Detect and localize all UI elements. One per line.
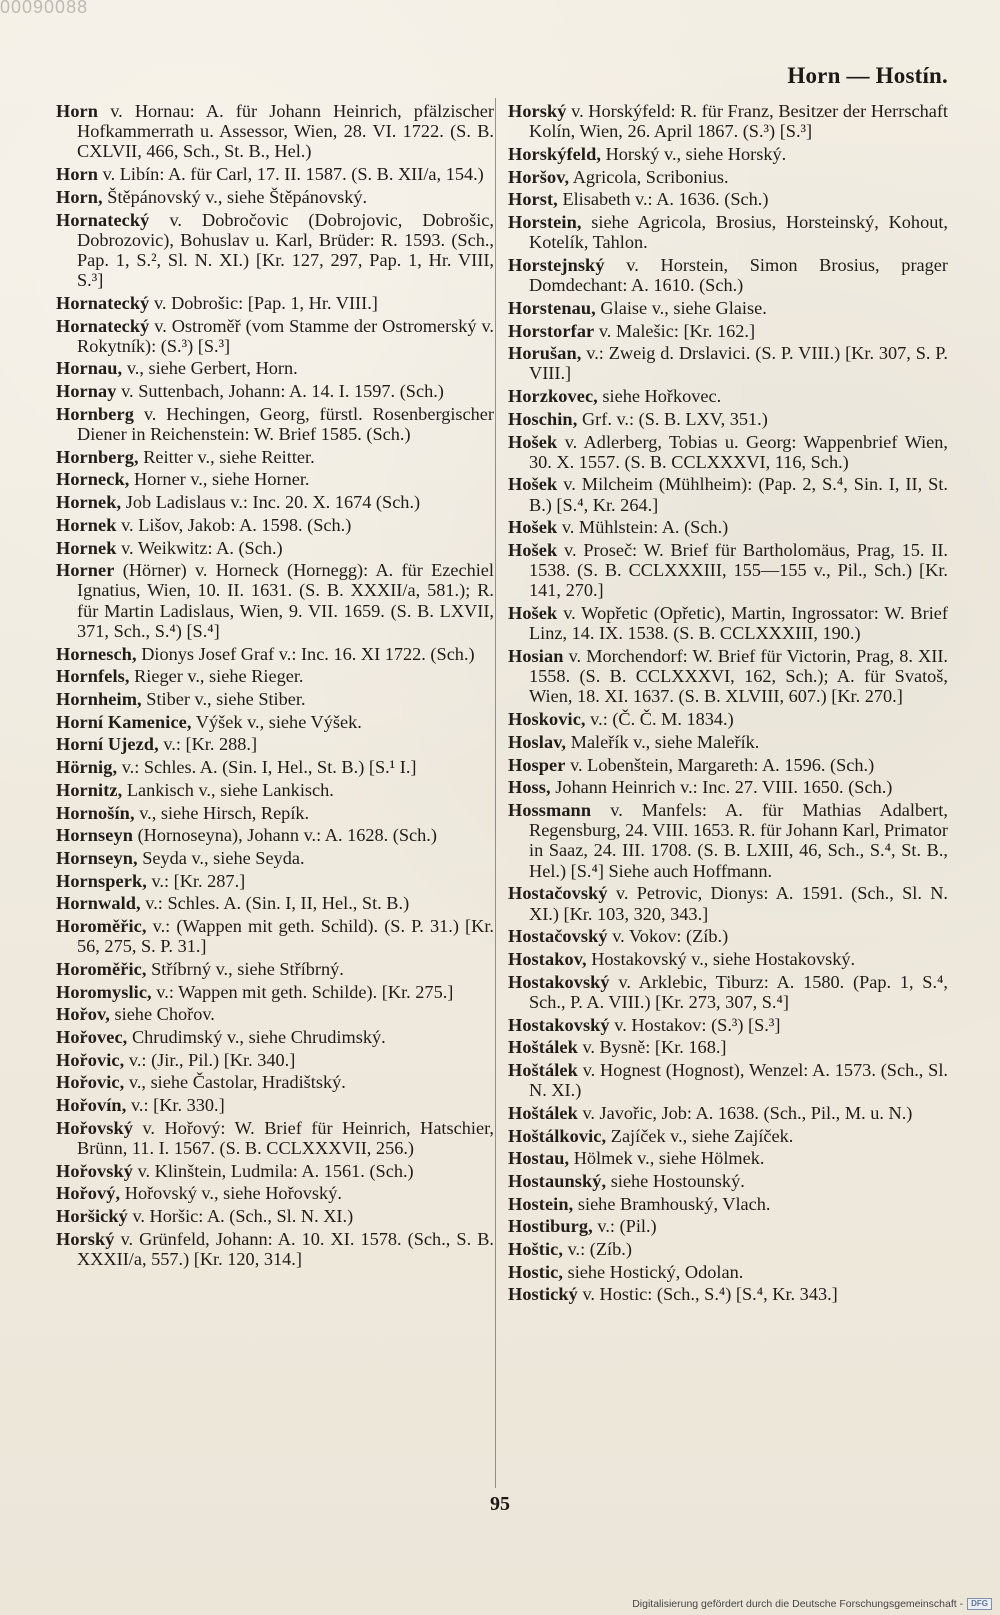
entry-text: v.: (Č. Č. M. 1834.) xyxy=(590,709,734,730)
entry-head: Hořovec, xyxy=(56,1027,128,1048)
entry xyxy=(56,469,494,489)
entry-head: Horneck, xyxy=(56,469,130,490)
entry-text: v. Adlerberg, Tobias u. Georg: Wappenbrief Wien, 30. X. 1557. (S. B. CCLXXXVI, 116, Sch.) xyxy=(529,431,949,472)
entry xyxy=(56,1095,494,1115)
entry-head: Hoštálek xyxy=(508,1059,578,1080)
entry-head: Horšov, xyxy=(508,166,570,187)
entry-head: Horský xyxy=(508,101,567,121)
entry xyxy=(56,1027,494,1047)
entry-text: v. Hořový: W. Brief für Heinrich, Hatschier, Brünn, 11. I. 1567. (S. B. CCLXXXVII, 256.) xyxy=(77,1117,494,1159)
entry-head: Hostický xyxy=(508,1284,578,1305)
entry-text: Johann Heinrich v.: Inc. 27. VIII. 1650. (Sch.) xyxy=(555,777,893,798)
entry-text: Glaise v., siehe Glaise. xyxy=(600,297,767,318)
column-divider xyxy=(495,98,496,1488)
entry-head: Hornseyn xyxy=(56,825,133,846)
entry xyxy=(508,386,948,406)
entry xyxy=(508,1216,948,1236)
entry-head: Hořovín, xyxy=(56,1095,127,1116)
entry-text: v. Weikwitz: A. (Sch.) xyxy=(121,537,283,558)
entry xyxy=(508,212,948,252)
entry-text: (Hörner) v. Horneck (Hornegg): A. für Ezechiel Ignatius, Wien, 10. II. 1631. (S. B. XXXII/a, 581.); R. für Martin Ladislaus, Wien, 9. VII. 1659. (S. B. LXVII, 371, Sch., S.⁴) [S.⁴] xyxy=(77,560,495,641)
entry-text: v. Hostakov: (S.³) [S.³] xyxy=(614,1014,781,1035)
entry-text: siehe Agricola, Brosius, Horsteinský, Kohout, Kotelík, Tahlon. xyxy=(529,212,949,253)
entry-head: Hostakovský xyxy=(508,1014,610,1035)
entry-text: siehe Hostounský. xyxy=(610,1170,745,1191)
entry xyxy=(56,712,494,732)
entry-text: v. Petrovic, Dionys: A. 1591. (Sch., Sl. N. XI.) [Kr. 103, 320, 343.] xyxy=(529,883,948,924)
entry-head: Horšický xyxy=(56,1206,128,1227)
entry-head: Hornatecký xyxy=(56,209,150,230)
entry-text: Dionys Josef Graf v.: Inc. 16. XI 1722. (Sch.) xyxy=(141,643,475,664)
entry-head: Hornsperk, xyxy=(56,870,147,891)
entry-head: Hořovský xyxy=(56,1160,133,1181)
entry-head: Hornek, xyxy=(56,492,122,513)
entry-text: v. Morchendorf: W. Brief für Victorin, Prag, 8. XII. 1558. (S. B. CCLXXXVI, 162, Sch.); A. für Svatoš, Wien, 18. XI. 1637. (S. B. XLVIII, 607.) [Kr. 270.] xyxy=(529,646,948,707)
entry xyxy=(508,1262,948,1282)
entry-head: Hornatecký xyxy=(56,292,150,313)
entry xyxy=(56,1004,494,1024)
entry-text: Seyda v., siehe Seyda. xyxy=(142,847,305,868)
entry-head: Hostačovský xyxy=(508,926,608,947)
entry-head: Hornek xyxy=(56,514,117,535)
entry-head: Hošek xyxy=(508,517,558,538)
entry xyxy=(508,432,948,472)
entry xyxy=(56,1229,494,1269)
entry-head: Hořovic, xyxy=(56,1072,125,1093)
entry-head: Hornwald, xyxy=(56,893,141,914)
entry-head: Horzkovec, xyxy=(508,386,598,407)
entry-head: Hornitz, xyxy=(56,779,123,800)
entry-head: Horomyslic, xyxy=(56,981,152,1002)
entry xyxy=(508,1284,948,1304)
entry-head: Hoštic, xyxy=(508,1239,564,1260)
entry-head: Hosper xyxy=(508,754,566,775)
page-header-title: Horn — Hostín. xyxy=(787,63,948,88)
entry xyxy=(508,1239,948,1259)
entry-text: v., siehe Gerbert, Horn. xyxy=(126,358,298,379)
entry-head: Horner xyxy=(56,560,115,581)
entry-text: v.: (Wappen mit geth. Schild). (S. P. 31.) [Kr. 56, 275, S. P. 31.] xyxy=(77,916,494,957)
entry xyxy=(56,447,494,467)
entry-text: Hostakovský v., siehe Hostakovský. xyxy=(591,948,856,969)
entry xyxy=(56,959,494,979)
footer-text: Digitalisierung gefördert durch die Deutsche Forschungsgemeinschaft - xyxy=(632,1598,964,1610)
entry xyxy=(56,734,494,754)
entry-head: Hornek xyxy=(56,537,117,558)
entry xyxy=(56,358,494,378)
entry-head: Hornberg xyxy=(56,403,134,424)
entry xyxy=(56,1206,494,1226)
entry-text: v. Wopřetic (Opřetic), Martin, Ingrossator: W. Brief Linz, 14. IX. 1538. (S. B. CCLXXXIII, 190.) xyxy=(529,603,948,644)
entry-head: Hoslav, xyxy=(508,731,567,752)
entry-head: Hostakov, xyxy=(508,948,587,969)
entry-head: Hornošín, xyxy=(56,802,135,823)
entry-head: Hořovic, xyxy=(56,1049,125,1070)
entry-head: Horstenau, xyxy=(508,297,596,318)
footer xyxy=(632,1598,992,1610)
entry xyxy=(508,777,948,797)
entry-text: v. Horstein, Simon Brosius, prager Domdechant: A. 1610. (Sch.) xyxy=(529,254,948,296)
entry-head: Hoštálkovic, xyxy=(508,1125,607,1146)
entry-head: Hostau, xyxy=(508,1148,570,1169)
entry-text: v. Hostic: (Sch., S.⁴) [S.⁴, Kr. 343.] xyxy=(582,1284,838,1305)
entry-head: Hörnig, xyxy=(56,757,118,778)
entry-head: Hostaunský, xyxy=(508,1170,607,1191)
entry-head: Horní Kamenice, xyxy=(56,711,192,732)
entry xyxy=(56,515,494,535)
entry-text: v. Lobenštein, Margareth: A. 1596. (Sch.) xyxy=(570,754,875,775)
entry-text: v. Suttenbach, Johann: A. 14. I. 1597. (Sch.) xyxy=(121,381,444,402)
entry xyxy=(56,492,494,512)
entry-text: siehe Bramhouský, Vlach. xyxy=(577,1193,771,1214)
entry-head: Hošek xyxy=(508,603,558,624)
entry-text: Reitter v., siehe Reitter. xyxy=(143,446,315,467)
entry xyxy=(56,780,494,800)
entry-head: Hornberg, xyxy=(56,446,139,467)
entry xyxy=(56,538,494,558)
entry xyxy=(56,1050,494,1070)
entry xyxy=(508,1060,948,1100)
entry-head: Hošek xyxy=(508,474,558,495)
entry xyxy=(56,916,494,956)
entry xyxy=(508,343,948,383)
entry-text: v. Proseč: W. Brief für Bartholomäus, Prag, 15. II. 1538. (S. B. CCLXXXIII, 155—155 v., Pil., Sch.) [Kr. 141, 270.] xyxy=(529,540,948,601)
entry-head: Hornay xyxy=(56,381,117,402)
entry-head: Hostakovský xyxy=(508,971,610,992)
entry xyxy=(508,409,948,429)
entry xyxy=(56,316,494,356)
entry-text: v. Ostroměř (vom Stamme der Ostromerský v. Rokytník): (S.³) [S.³] xyxy=(77,315,494,356)
entry xyxy=(508,144,948,164)
entry xyxy=(56,560,494,641)
entry-text: Stříbrný v., siehe Stříbrný. xyxy=(151,958,344,979)
entry-text: v. Grünfeld, Johann: A. 10. XI. 1578. (Sch., S. B. XXXII/a, 557.) [Kr. 120, 314.] xyxy=(77,1228,494,1270)
entry-text: v.: Schles. A. (Sin. I, Hel., St. B.) [S.¹ I.] xyxy=(121,757,417,778)
entry-head: Hoštálek xyxy=(508,1037,578,1058)
entry-head: Hornheim, xyxy=(56,688,142,709)
entry-head: Horstorfar xyxy=(508,320,595,341)
entry xyxy=(56,848,494,868)
entry-head: Hornseyn, xyxy=(56,847,138,868)
entry-text: Lankisch v., siehe Lankisch. xyxy=(126,779,334,800)
entry xyxy=(56,1183,494,1203)
entry-text: v.: (Jir., Pil.) [Kr. 340.] xyxy=(128,1049,296,1070)
entry-text: Maleřík v., siehe Maleřík. xyxy=(570,731,760,752)
entry-text: Horner v., siehe Horner. xyxy=(134,469,310,490)
entry-head: Hostačovský xyxy=(508,883,608,904)
entry-head: Hornesch, xyxy=(56,643,137,664)
entry xyxy=(508,972,948,1012)
left-column xyxy=(56,101,494,1272)
entry-text: v. Dobrošic: [Pap. 1, Hr. VIII.] xyxy=(153,292,378,313)
entry xyxy=(56,825,494,845)
entry-head: Horn xyxy=(56,101,99,121)
entry xyxy=(508,1194,948,1214)
entry xyxy=(508,732,948,752)
entry xyxy=(508,603,948,643)
entry xyxy=(508,101,948,141)
entry-head: Hornatecký xyxy=(56,315,150,336)
entry xyxy=(508,1148,948,1168)
entry-head: Horoměřic, xyxy=(56,958,147,979)
entry-head: Horskýfeld, xyxy=(508,143,602,164)
entry-head: Horní Ujezd, xyxy=(56,734,159,755)
entry-text: v. Bysně: [Kr. 168.] xyxy=(582,1037,727,1058)
entry xyxy=(56,644,494,664)
entry xyxy=(56,803,494,823)
entry-head: Horst, xyxy=(508,189,558,210)
right-column xyxy=(508,101,948,1307)
entry-head: Horský xyxy=(56,1228,115,1249)
entry-head: Hořovský xyxy=(56,1117,133,1138)
entry xyxy=(56,757,494,777)
entry-head: Hoskovic, xyxy=(508,709,586,730)
entry xyxy=(508,167,948,187)
entry-text: Výšek v., siehe Výšek. xyxy=(195,711,362,732)
entry-text: v.: Schles. A. (Sin. I, II, Hel., St. B.) xyxy=(145,893,410,914)
entry-text: v.: (Zíb.) xyxy=(567,1239,632,1260)
entry-head: Hořový, xyxy=(56,1183,121,1204)
entry-text: v. Hornau: A. für Johann Heinrich, pfälzischer Hofkammerrath u. Assessor, Wien, 28. VI. 1722. (S. B. CXLVII, 466, Sch., St. B., Hel.) xyxy=(77,101,494,162)
entry xyxy=(56,893,494,913)
entry xyxy=(508,321,948,341)
entry-head: Hoschin, xyxy=(508,408,578,429)
entry-head: Hoštálek xyxy=(508,1102,578,1123)
entry-head: Horstein, xyxy=(508,212,582,233)
entry-text: siehe Hostický, Odolan. xyxy=(567,1261,744,1282)
entry-head: Hossmann xyxy=(508,800,592,820)
entry-text: (Hornoseyna), Johann v.: A. 1628. (Sch.) xyxy=(137,825,437,846)
entry-head: Hoss, xyxy=(508,777,551,798)
entry-text: v.: [Kr. 330.] xyxy=(130,1095,225,1116)
entry-head: Hostiburg, xyxy=(508,1216,593,1237)
entry-head: Hošek xyxy=(508,431,558,452)
entry-text: v.: [Kr. 287.] xyxy=(151,870,246,891)
entry xyxy=(508,800,948,881)
entry-text: v. Hognest (Hognost), Wenzel: A. 1573. (Sch., Sl. N. XI.) xyxy=(529,1059,948,1101)
entry-text: v. Klinštein, Ludmila: A. 1561. (Sch.) xyxy=(137,1160,414,1181)
entry-text: siehe Hořkovec. xyxy=(602,386,722,407)
entry-head: Hosian xyxy=(508,646,564,667)
entry-text: v. Manfels: A. für Mathias Adalbert, Regensburg, 24. VIII. 1653. R. für Johann Karl, Primator in Saaz, 24. III. 1708. (S. B. LXIII, 46, Sch., S.⁴, St. B., Hel.) [S.⁴] Siehe auch Hoffmann. xyxy=(529,800,948,881)
entry xyxy=(56,210,494,291)
entry-head: Hornfels, xyxy=(56,666,130,687)
entry-text: Hořovský v., siehe Hořovský. xyxy=(124,1183,342,1204)
entry-text: v., siehe Častolar, Hradištský. xyxy=(128,1072,346,1093)
entry-text: v.: Wappen mit geth. Schilde). [Kr. 275.] xyxy=(156,981,454,1002)
entry xyxy=(508,1171,948,1191)
entry-text: Stiber v., siehe Stiber. xyxy=(146,688,306,709)
entry xyxy=(508,1103,948,1123)
entry xyxy=(56,1072,494,1092)
entry-text: v., siehe Hirsch, Repík. xyxy=(139,802,310,823)
entry xyxy=(56,666,494,686)
entry-text: Grf. v.: (S. B. LXV, 351.) xyxy=(581,408,768,429)
entry xyxy=(508,755,948,775)
entry-text: v.: (Pil.) xyxy=(597,1216,657,1237)
entry-text: v. Hechingen, Georg, fürstl. Rosenbergischer Diener in Reichenstein: W. Brief 1585. (Sch.) xyxy=(77,403,494,445)
entry-text: Horský v., siehe Horský. xyxy=(605,143,787,164)
entry xyxy=(508,1126,948,1146)
entry-text: Elisabeth v.: A. 1636. (Sch.) xyxy=(562,189,769,210)
entry xyxy=(508,474,948,514)
entry-text: Chrudimský v., siehe Chrudimský. xyxy=(131,1027,386,1048)
entry-text: v. Arklebic, Tiburz: A. 1580. (Pap. 1, S.⁴, Sch., P. A. VIII.) [Kr. 273, 307, S.⁴] xyxy=(529,971,948,1012)
entry-text: v. Horšic: A. (Sch., Sl. N. XI.) xyxy=(132,1206,354,1227)
entry xyxy=(508,517,948,537)
entry-text: v. Milcheim (Mühlheim): (Pap. 2, S.⁴, Sin. I, II, St. B.) [S.⁴, Kr. 264.] xyxy=(529,474,949,515)
dfg-logo-icon: DFG xyxy=(967,1598,992,1610)
entry xyxy=(508,646,948,707)
entry xyxy=(56,164,494,184)
entry-head: Hošek xyxy=(508,540,558,561)
entry xyxy=(56,101,494,162)
scan-id: 00090088 xyxy=(0,0,89,17)
entry-text: v.: [Kr. 288.] xyxy=(163,734,258,755)
entry-text: v. Malešic: [Kr. 162.] xyxy=(598,320,756,341)
entry xyxy=(508,926,948,946)
entry xyxy=(56,404,494,444)
entry-text: v. Vokov: (Zíb.) xyxy=(612,926,729,947)
entry xyxy=(508,1037,948,1057)
entry-text: v.: Zweig d. Drslavici. (S. P. VIII.) [Kr. 307, S. P. VIII.] xyxy=(529,343,948,384)
entry-head: Horn, xyxy=(56,186,103,207)
entry-text: Zajíček v., siehe Zajíček. xyxy=(610,1125,794,1146)
entry-head: Horn xyxy=(56,164,99,185)
entry-text: Štěpánovský v., siehe Štěpánovský. xyxy=(107,186,368,207)
page-number: 95 xyxy=(490,1493,510,1515)
entry xyxy=(508,1015,948,1035)
entry xyxy=(508,709,948,729)
entry-text: Hölmek v., siehe Hölmek. xyxy=(573,1148,765,1169)
entry-head: Hostein, xyxy=(508,1193,574,1214)
entry-text: Agricola, Scribonius. xyxy=(572,166,729,187)
entry-head: Horstejnský xyxy=(508,254,605,275)
entry-text: v. Dobročovic (Dobrojovic, Dobrošic, Dobrozovic), Bohuslav u. Karl, Brüder: R. 1593. (Sch., Pap. 1, S.², Sl. N. XI.) [Kr. 127, 297, Pap. 1, Hr. VIII, S.³] xyxy=(77,209,494,291)
entry xyxy=(56,1118,494,1158)
entry-text: v. Horskýfeld: R. für Franz, Besitzer der Herrschaft Kolín, Wien, 26. April 1867. (S.³) [S.³] xyxy=(529,101,948,142)
entry xyxy=(56,381,494,401)
entry-head: Horušan, xyxy=(508,343,582,364)
entry xyxy=(56,187,494,207)
entry xyxy=(508,189,948,209)
entry-text: siehe Chořov. xyxy=(114,1004,215,1025)
entry-head: Horoměřic, xyxy=(56,916,147,937)
entry-text: v. Libín: A. für Carl, 17. II. 1587. (S. B. XII/a, 154.) xyxy=(102,164,484,185)
entry-text: v. Lišov, Jakob: A. 1598. (Sch.) xyxy=(121,514,352,535)
entry-head: Hostic, xyxy=(508,1261,564,1282)
entry-head: Hornau, xyxy=(56,358,123,379)
entry xyxy=(56,293,494,313)
entry xyxy=(508,883,948,923)
entry xyxy=(508,255,948,295)
entry xyxy=(56,1161,494,1181)
entry-text: v. Mühlstein: A. (Sch.) xyxy=(561,517,729,538)
entry-text: Job Ladislaus v.: Inc. 20. X. 1674 (Sch.) xyxy=(125,492,421,513)
entry-head: Hořov, xyxy=(56,1004,110,1025)
entry-text: Rieger v., siehe Rieger. xyxy=(134,666,304,687)
entry xyxy=(508,540,948,601)
entry xyxy=(56,871,494,891)
entry xyxy=(56,689,494,709)
entry xyxy=(508,949,948,969)
entry-text: v. Javořic, Job: A. 1638. (Sch., Pil., M. u. N.) xyxy=(582,1102,913,1123)
entry xyxy=(56,982,494,1002)
entry xyxy=(508,298,948,318)
